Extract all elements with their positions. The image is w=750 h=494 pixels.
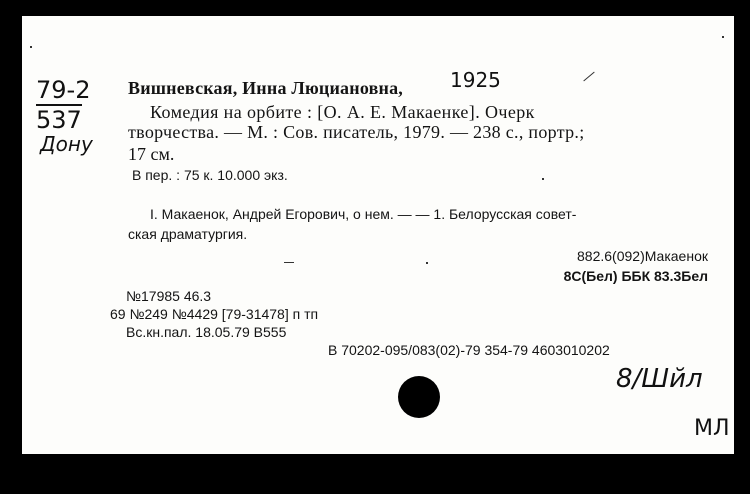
call-number-line1: 79-2 bbox=[36, 76, 91, 104]
subject-line-1: I. Макаенок, Андрей Егорович, о нем. — — 1. Белорусская совет- bbox=[150, 206, 577, 222]
call-number-line2: 537 bbox=[36, 106, 82, 134]
title-line-3: 17 см. bbox=[128, 144, 175, 164]
catalog-code-4: В 70202-095/083(02)-79 354-79 4603010202 bbox=[328, 342, 610, 358]
speck bbox=[583, 72, 594, 82]
author-heading: Вишневская, Инна Люциановна, bbox=[128, 78, 403, 98]
bbk-classification: 8С(Бел) ББК 83.3Бел bbox=[563, 268, 708, 284]
speck bbox=[542, 178, 544, 180]
call-number-line3: Дону bbox=[40, 132, 93, 156]
speck bbox=[30, 46, 32, 48]
catalog-code-2: 69 №249 №4429 [79-31478] п тп bbox=[110, 306, 319, 322]
catalog-card bbox=[22, 16, 734, 454]
title-line-1: Комедия на орбите : [О. А. Е. Макаенке]. Очерк bbox=[150, 102, 535, 122]
udc-classification: 882.6(092)Макаенок bbox=[577, 248, 708, 264]
binding-price: В пер. : 75 к. 10.000 экз. bbox=[132, 167, 288, 183]
speck bbox=[284, 262, 294, 263]
subject-line-2: ская драматургия. bbox=[128, 226, 248, 242]
speck bbox=[426, 262, 428, 264]
catalog-code-3: Вс.кн.пал. 18.05.79 В555 bbox=[126, 324, 287, 340]
card-punch-hole bbox=[398, 376, 440, 418]
catalog-code-1: №17985 46.3 bbox=[126, 288, 212, 304]
speck bbox=[722, 36, 724, 38]
handwritten-signature: 8/Шйл bbox=[616, 364, 703, 394]
title-line-2: творчества. — М. : Сов. писатель, 1979. — 238 с., портр.; bbox=[128, 122, 585, 142]
handwritten-initials: МЛ bbox=[694, 416, 730, 441]
handwritten-year: 1925 bbox=[450, 68, 501, 92]
